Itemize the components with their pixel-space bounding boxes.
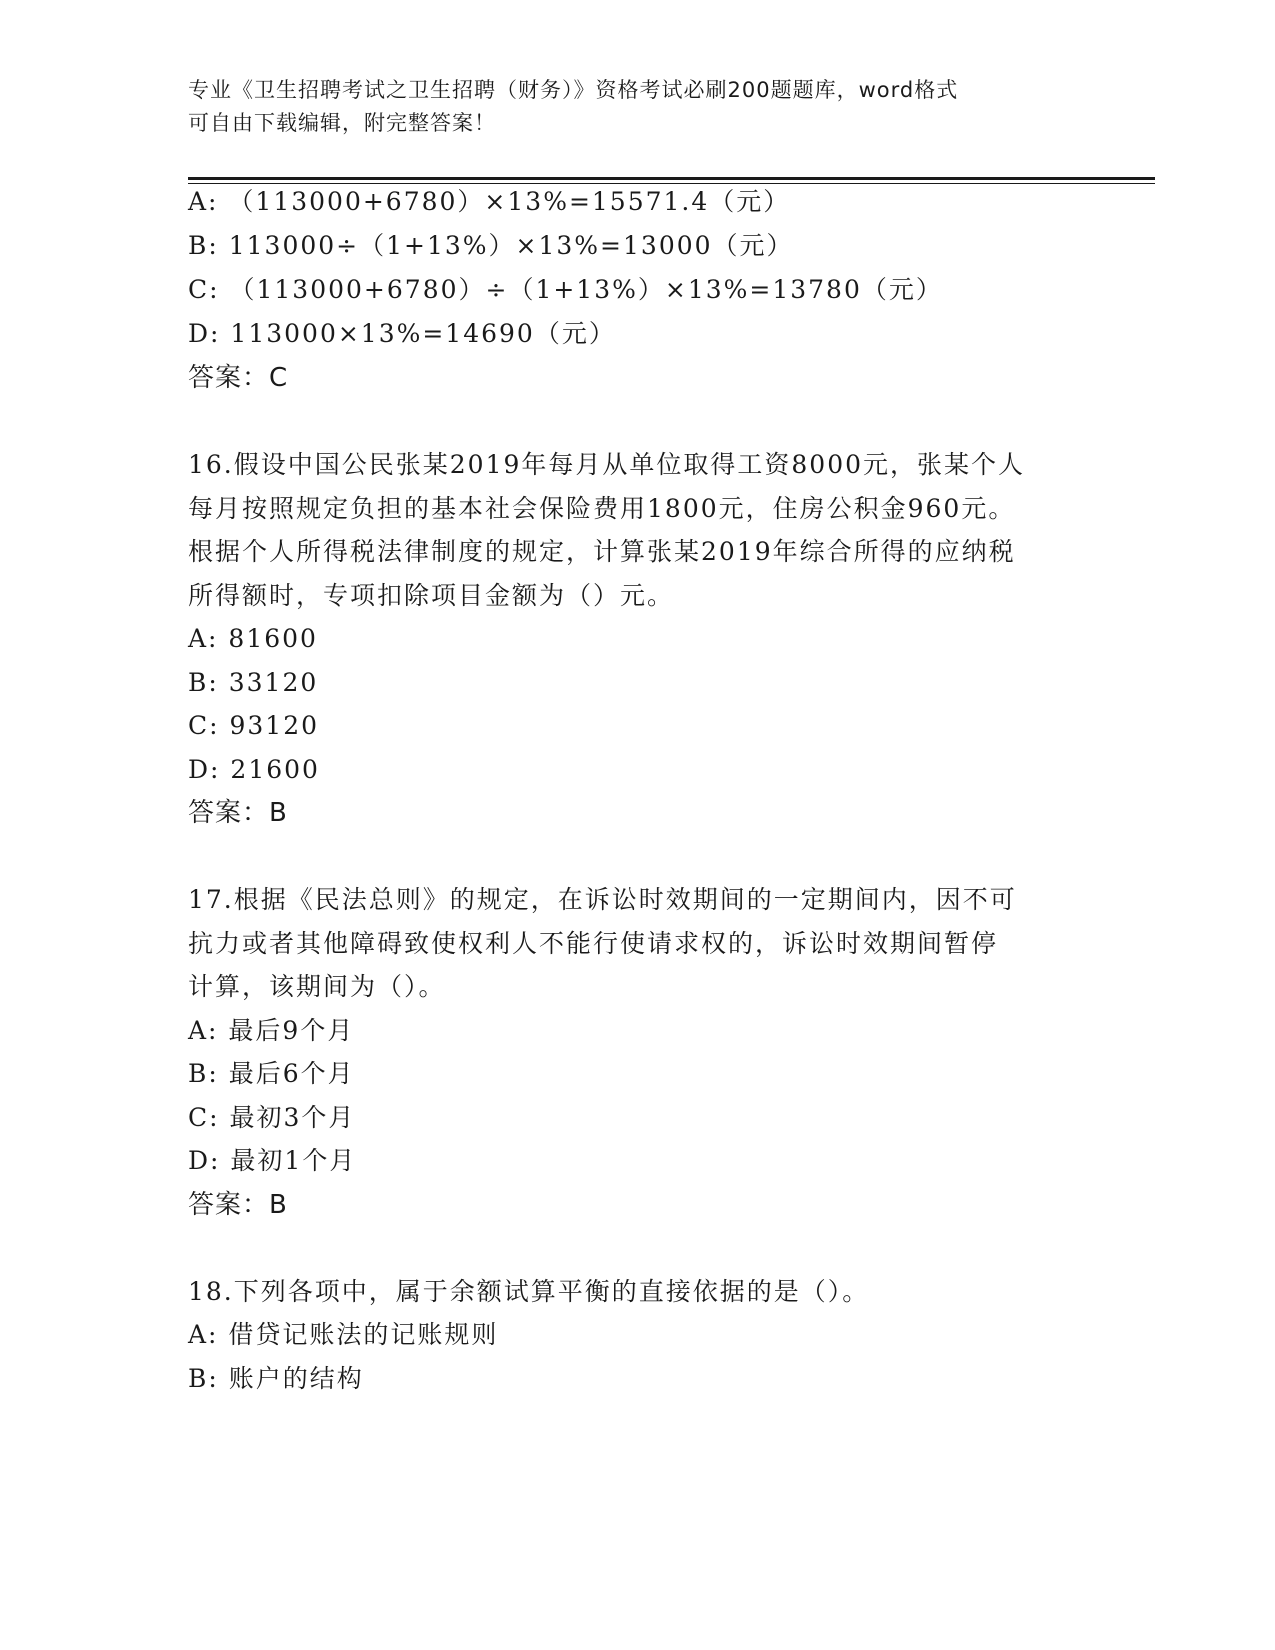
q16-stem-line-3: 根据个人所得税法律制度的规定，计算张某2019年综合所得的应纳税 [188,537,1016,566]
q16-option-d: D: 21600 [188,755,320,784]
q15-option-a: A: （113000+6780）×13%=15571.4（元） [188,187,791,216]
q16-stem-line-2: 每月按照规定负担的基本社会保险费用1800元，住房公积金960元。 [188,494,1016,523]
q16-answer: 答案：B [188,798,288,828]
q16-option-a: A: 81600 [188,624,318,653]
q17-stem-line-3: 计算，该期间为（）。 [188,972,446,1001]
q17-option-d: D: 最初1个月 [188,1146,357,1175]
q16-stem-line-1: 16.假设中国公民张某2019年每月从单位取得工资8000元，张某个人 [188,450,1026,479]
document-header [188,74,1088,140]
q18-stem-line-1: 18.下列各项中，属于余额试算平衡的直接依据的是（）。 [188,1277,870,1306]
q15-option-d: D: 113000×13%=14690（元） [188,319,616,348]
q15-answer: 答案：C [188,363,289,393]
q18-option-a: A: 借贷记账法的记账规则 [188,1320,499,1349]
q17-stem-line-2: 抗力或者其他障碍致使权利人不能行使请求权的，诉讼时效期间暂停 [188,929,999,958]
q18-option-b: B: 账户的结构 [188,1364,364,1393]
q16-option-b: B: 33120 [188,668,319,697]
header-line-2: 可自由下载编辑，附完整答案！ [188,111,496,135]
q17-option-c: C: 最初3个月 [188,1103,356,1132]
q15-option-c: C: （113000+6780）÷（1+13%）×13%=13780（元） [188,275,943,304]
q17-stem-line-1: 17.根据《民法总则》的规定，在诉讼时效期间的一定期间内，因不可 [188,885,1017,914]
q17-option-a: A: 最后9个月 [188,1016,355,1045]
q16-stem-line-4: 所得额时，专项扣除项目金额为（）元。 [188,581,675,610]
header-line-1: 专业《卫生招聘考试之卫生招聘（财务）》资格考试必刷200题题库，word格式 [188,78,959,102]
q17-option-b: B: 最后6个月 [188,1059,355,1088]
q16-option-c: C: 93120 [188,711,320,740]
q15-option-b: B: 113000÷（1+13%）×13%=13000（元） [188,231,794,260]
q17-answer: 答案：B [188,1190,288,1220]
